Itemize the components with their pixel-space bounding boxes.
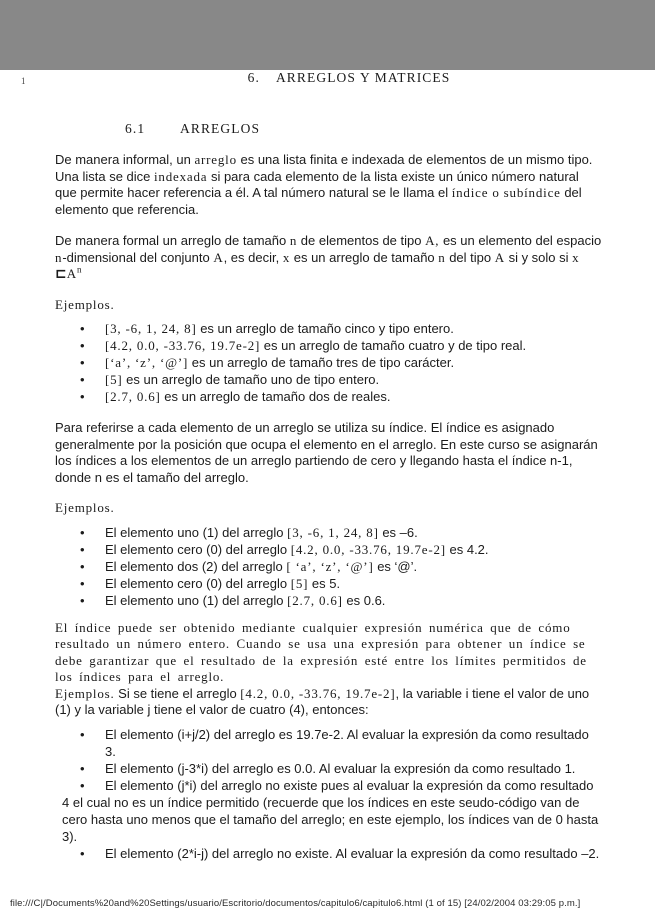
text-run: El elemento uno (1) del arreglo xyxy=(105,524,288,540)
section-title-text: ARREGLOS xyxy=(180,120,261,136)
text-run: A xyxy=(494,249,505,265)
list-item-text xyxy=(105,542,489,557)
bullet-icon: • xyxy=(80,541,85,557)
list-item xyxy=(55,592,603,609)
text-run: El elemento (j*i) del arreglo no existe pues al evaluar la expresión da como resultado 4 el cual no es un índice permitido (recuerde que los índices en este seudo-código van de cero hasta uno menos que el tamaño del arreglo; en este ejemplo, los índices van de 0 hasta 3). xyxy=(62,777,599,844)
list-item-text xyxy=(105,727,589,759)
list-item xyxy=(55,760,603,777)
text-run: es un arreglo de tamaño cinco y tipo entero. xyxy=(196,321,454,336)
text-run: [2.7, 0.6] xyxy=(105,389,161,404)
bullet-icon: • xyxy=(80,592,85,608)
element-examples-list xyxy=(55,524,603,609)
text-run: El elemento cero (0) del arreglo xyxy=(105,541,291,557)
text-run: es un arreglo de tamaño uno de tipo entero. xyxy=(122,372,380,387)
text-run: [4.2, 0.0, -33.76, 19.7e-2] xyxy=(290,541,446,557)
ejemplos-inline-paragraph xyxy=(55,686,603,719)
list-item-text xyxy=(105,338,526,353)
text-run: El elemento uno (1) del arreglo xyxy=(105,592,288,608)
list-item xyxy=(55,354,603,371)
list-item xyxy=(55,845,603,862)
text-run: es un arreglo de tamaño dos de reales. xyxy=(160,389,391,404)
list-item-text xyxy=(105,372,379,387)
file-path-footer: file:///C|/Documents%20and%20Settings/usuario/Escritorio/documentos/capitulo6/capitulo6.html (1 of 15) [24/02/2004 03:29:05 p.m.] xyxy=(10,898,581,909)
text-run: n xyxy=(55,249,63,265)
text-run: , la variable i tiene el valor de uno (1) y la variable j tiene el valor de cuatro (4), entonces: xyxy=(55,685,590,717)
text-run: es ‘@’. xyxy=(373,558,418,574)
section-number: 6.1 xyxy=(125,120,146,136)
list-item xyxy=(55,320,603,337)
text-run: [ ‘a’, ‘z’, ‘@’] xyxy=(286,558,374,574)
bullet-icon: • xyxy=(80,558,85,574)
text-run: n xyxy=(289,233,298,248)
list-item-text xyxy=(105,321,454,336)
bullet-icon: • xyxy=(80,524,85,540)
text-run: es un arreglo de tamaño cuatro y de tipo real. xyxy=(260,338,527,353)
page-number: 1 xyxy=(21,76,26,86)
text-run: índice o subíndice xyxy=(451,185,561,200)
text-run: A, xyxy=(425,233,440,248)
list-item xyxy=(55,371,603,388)
text-run: es una lista finita e indexada de elementos de un mismo tipo. Una lista se dice xyxy=(55,152,593,184)
bullet-icon: • xyxy=(80,389,85,404)
formal-definition-paragraph xyxy=(55,233,603,283)
list-item xyxy=(55,388,603,405)
text-run: Ejemplos. xyxy=(55,500,115,515)
text-run: indexada xyxy=(154,168,208,184)
bullet-icon: • xyxy=(80,372,85,387)
text-run: n xyxy=(76,264,82,275)
chapter-title xyxy=(75,70,623,87)
text-run: El elemento (2*i-j) del arreglo no existe. Al evaluar la expresión da como resultado –2. xyxy=(105,845,600,861)
text-run: -dimensional del conjunto xyxy=(62,249,214,265)
text-run: De manera formal un arreglo de tamaño xyxy=(55,233,290,248)
text-run: ⊏ xyxy=(55,266,67,282)
bullet-icon: • xyxy=(80,355,85,370)
text-run: [3, -6, 1, 24, 8] xyxy=(287,524,379,540)
intro-paragraph xyxy=(55,152,603,218)
text-run: De manera informal, un xyxy=(55,152,195,167)
text-run: es –6. xyxy=(378,524,418,540)
ejemplos-label xyxy=(55,297,603,314)
ejemplos-label xyxy=(55,500,603,517)
text-run: arreglo xyxy=(194,152,237,167)
text-run: El elemento cero (0) del arreglo xyxy=(105,575,291,591)
list-item xyxy=(55,524,603,541)
text-run: A xyxy=(66,266,77,281)
text-run: es 0.6. xyxy=(342,592,386,608)
list-item xyxy=(55,726,603,760)
list-item-text xyxy=(105,593,385,608)
list-item xyxy=(62,777,603,845)
text-run: El índice puede ser obtenido mediante cualquier expresión numérica que de cómo resultado un número entero. Cuando se usa una expresión para obtener un índice se debe garantizar que el resultado de la expresión esté entre los límites permitidos de los índices para el arreglo. xyxy=(55,619,587,684)
text-run: El elemento (i+j/2) del arreglo es 19.7e-2. Al evaluar la expresión da como resultado 3. xyxy=(105,726,589,759)
text-run: es un arreglo de tamaño xyxy=(290,249,439,265)
list-item-text xyxy=(105,559,417,574)
text-run: es 4.2. xyxy=(445,541,489,557)
text-run: si para cada elemento de la lista existe un único número natural que permite hacer referencia a él. A tal número natural se le llama el xyxy=(55,168,579,200)
list-item xyxy=(55,337,603,354)
text-run: Ejemplos. xyxy=(55,685,115,701)
text-run: n xyxy=(438,249,446,265)
text-run: A xyxy=(213,249,224,265)
text-run: del elemento que referencia. xyxy=(55,185,582,217)
index-explanation-paragraph xyxy=(55,420,603,486)
list-item-text xyxy=(105,389,390,404)
bullet-icon: • xyxy=(80,321,85,336)
list-item xyxy=(55,575,603,592)
list-item-text xyxy=(105,576,340,591)
list-item xyxy=(55,558,603,575)
bullet-icon: • xyxy=(80,760,85,776)
list-item-text xyxy=(105,355,454,370)
expression-examples-list xyxy=(55,726,603,862)
text-run: [‘a’, ‘z’, ‘@’] xyxy=(105,355,189,370)
text-run: El elemento dos (2) del arreglo xyxy=(105,558,287,574)
bullet-icon: • xyxy=(80,777,85,793)
text-run: del tipo xyxy=(445,249,495,265)
list-item-text xyxy=(62,778,598,844)
bullet-icon: • xyxy=(80,845,85,861)
text-run: x xyxy=(572,249,580,265)
array-examples-list xyxy=(55,320,603,405)
text-run: [4.2, 0.0, -33.76, 19.7e-2] xyxy=(105,338,261,353)
text-run: es 5. xyxy=(308,575,341,591)
list-item-text xyxy=(105,525,418,540)
text-run: [4.2, 0.0, -33.76, 19.7e-2] xyxy=(240,685,396,701)
document-content xyxy=(55,152,603,862)
bullet-icon: • xyxy=(80,338,85,353)
text-run: si y solo si xyxy=(504,249,573,265)
chapter-number: 6. xyxy=(247,70,260,85)
text-run: , es decir, xyxy=(223,249,283,265)
text-run: x xyxy=(282,249,291,265)
text-run: [5] xyxy=(105,372,123,387)
text-run: [5] xyxy=(290,575,309,591)
text-run: [2.7, 0.6] xyxy=(287,592,343,608)
document-page xyxy=(0,70,655,918)
text-run: Si se tiene el arreglo xyxy=(114,685,241,701)
list-item xyxy=(55,541,603,558)
bullet-icon: • xyxy=(80,726,85,742)
text-run: es un arreglo de tamaño tres de tipo carácter. xyxy=(188,355,455,370)
text-run: es un elemento del espacio xyxy=(439,233,602,248)
list-item-text xyxy=(105,761,575,776)
index-expression-paragraph xyxy=(55,620,603,686)
chapter-title-text: ARREGLOS Y MATRICES xyxy=(275,70,451,85)
bullet-icon: • xyxy=(80,575,85,591)
text-run: de elementos de tipo xyxy=(297,233,426,248)
section-heading xyxy=(125,121,603,138)
text-run: [3, -6, 1, 24, 8] xyxy=(105,321,197,336)
text-run: Ejemplos. xyxy=(55,296,115,312)
text-run: El elemento (j-3*i) del arreglo es 0.0. Al evaluar la expresión da como resultado 1. xyxy=(105,760,576,776)
text-run: Para referirse a cada elemento de un arreglo se utiliza su índice. El índice es asignado generalmente por la posición que ocupa el elemento en el arreglo. En este curso se asignarán los índices a los elementos de un arreglo partiendo de cero y llegando hasta el índice n-1, donde n es el tamaño del arreglo. xyxy=(55,420,598,485)
list-item-text xyxy=(105,846,599,861)
document-body-container xyxy=(0,70,655,862)
